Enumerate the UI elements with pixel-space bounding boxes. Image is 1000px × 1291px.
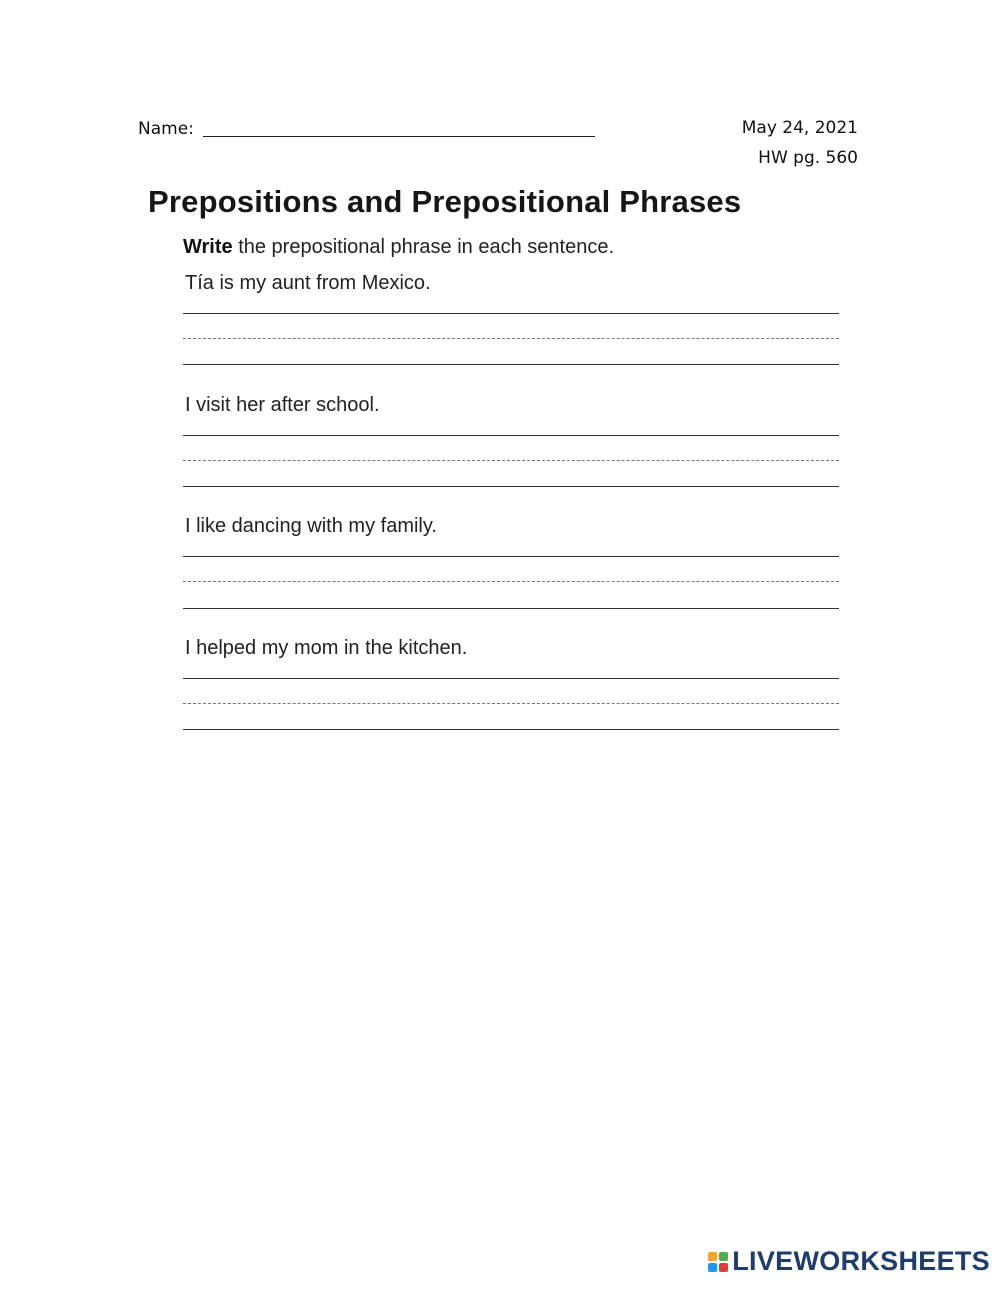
- liveworksheets-logo[interactable]: [708, 1246, 990, 1277]
- sentence-2: I visit her after school.: [185, 394, 380, 416]
- answer-line-1-bottom: [183, 364, 839, 365]
- instruction: [183, 236, 614, 259]
- logo-square-2: [719, 1252, 728, 1261]
- homework-page: HW pg. 560: [758, 148, 858, 168]
- logo-square-3: [708, 1263, 717, 1272]
- answer-line-2-bottom: [183, 486, 839, 487]
- logo-text: LIVEWORKSHEETS: [732, 1246, 990, 1276]
- answer-line-4-mid: [183, 703, 839, 704]
- sentence-4: I helped my mom in the kitchen.: [185, 637, 468, 659]
- answer-line-3-bottom: [183, 608, 839, 609]
- answer-line-1-mid: [183, 338, 839, 339]
- date-text: May 24, 2021: [741, 118, 858, 138]
- answer-line-1-top[interactable]: [183, 313, 839, 314]
- sentence-1: Tía is my aunt from Mexico.: [185, 272, 431, 294]
- instruction-bold: Write: [183, 236, 233, 258]
- instruction-text: the prepositional phrase in each sentence.: [232, 236, 615, 258]
- answer-line-3-top[interactable]: [183, 556, 839, 557]
- answer-line-2-top[interactable]: [183, 435, 839, 436]
- page-title: Prepositions and Prepositional Phrases: [148, 184, 742, 219]
- logo-square-4: [719, 1263, 728, 1272]
- answer-line-3-mid: [183, 581, 839, 582]
- name-label: Name:: [138, 119, 194, 139]
- answer-line-4-top[interactable]: [183, 678, 839, 679]
- logo-square-1: [708, 1252, 717, 1261]
- answer-line-2-mid: [183, 460, 839, 461]
- liveworksheets-logo-icon: [708, 1252, 728, 1272]
- answer-line-4-bottom: [183, 729, 839, 730]
- sentence-3: I like dancing with my family.: [185, 515, 437, 537]
- name-field[interactable]: [203, 136, 595, 137]
